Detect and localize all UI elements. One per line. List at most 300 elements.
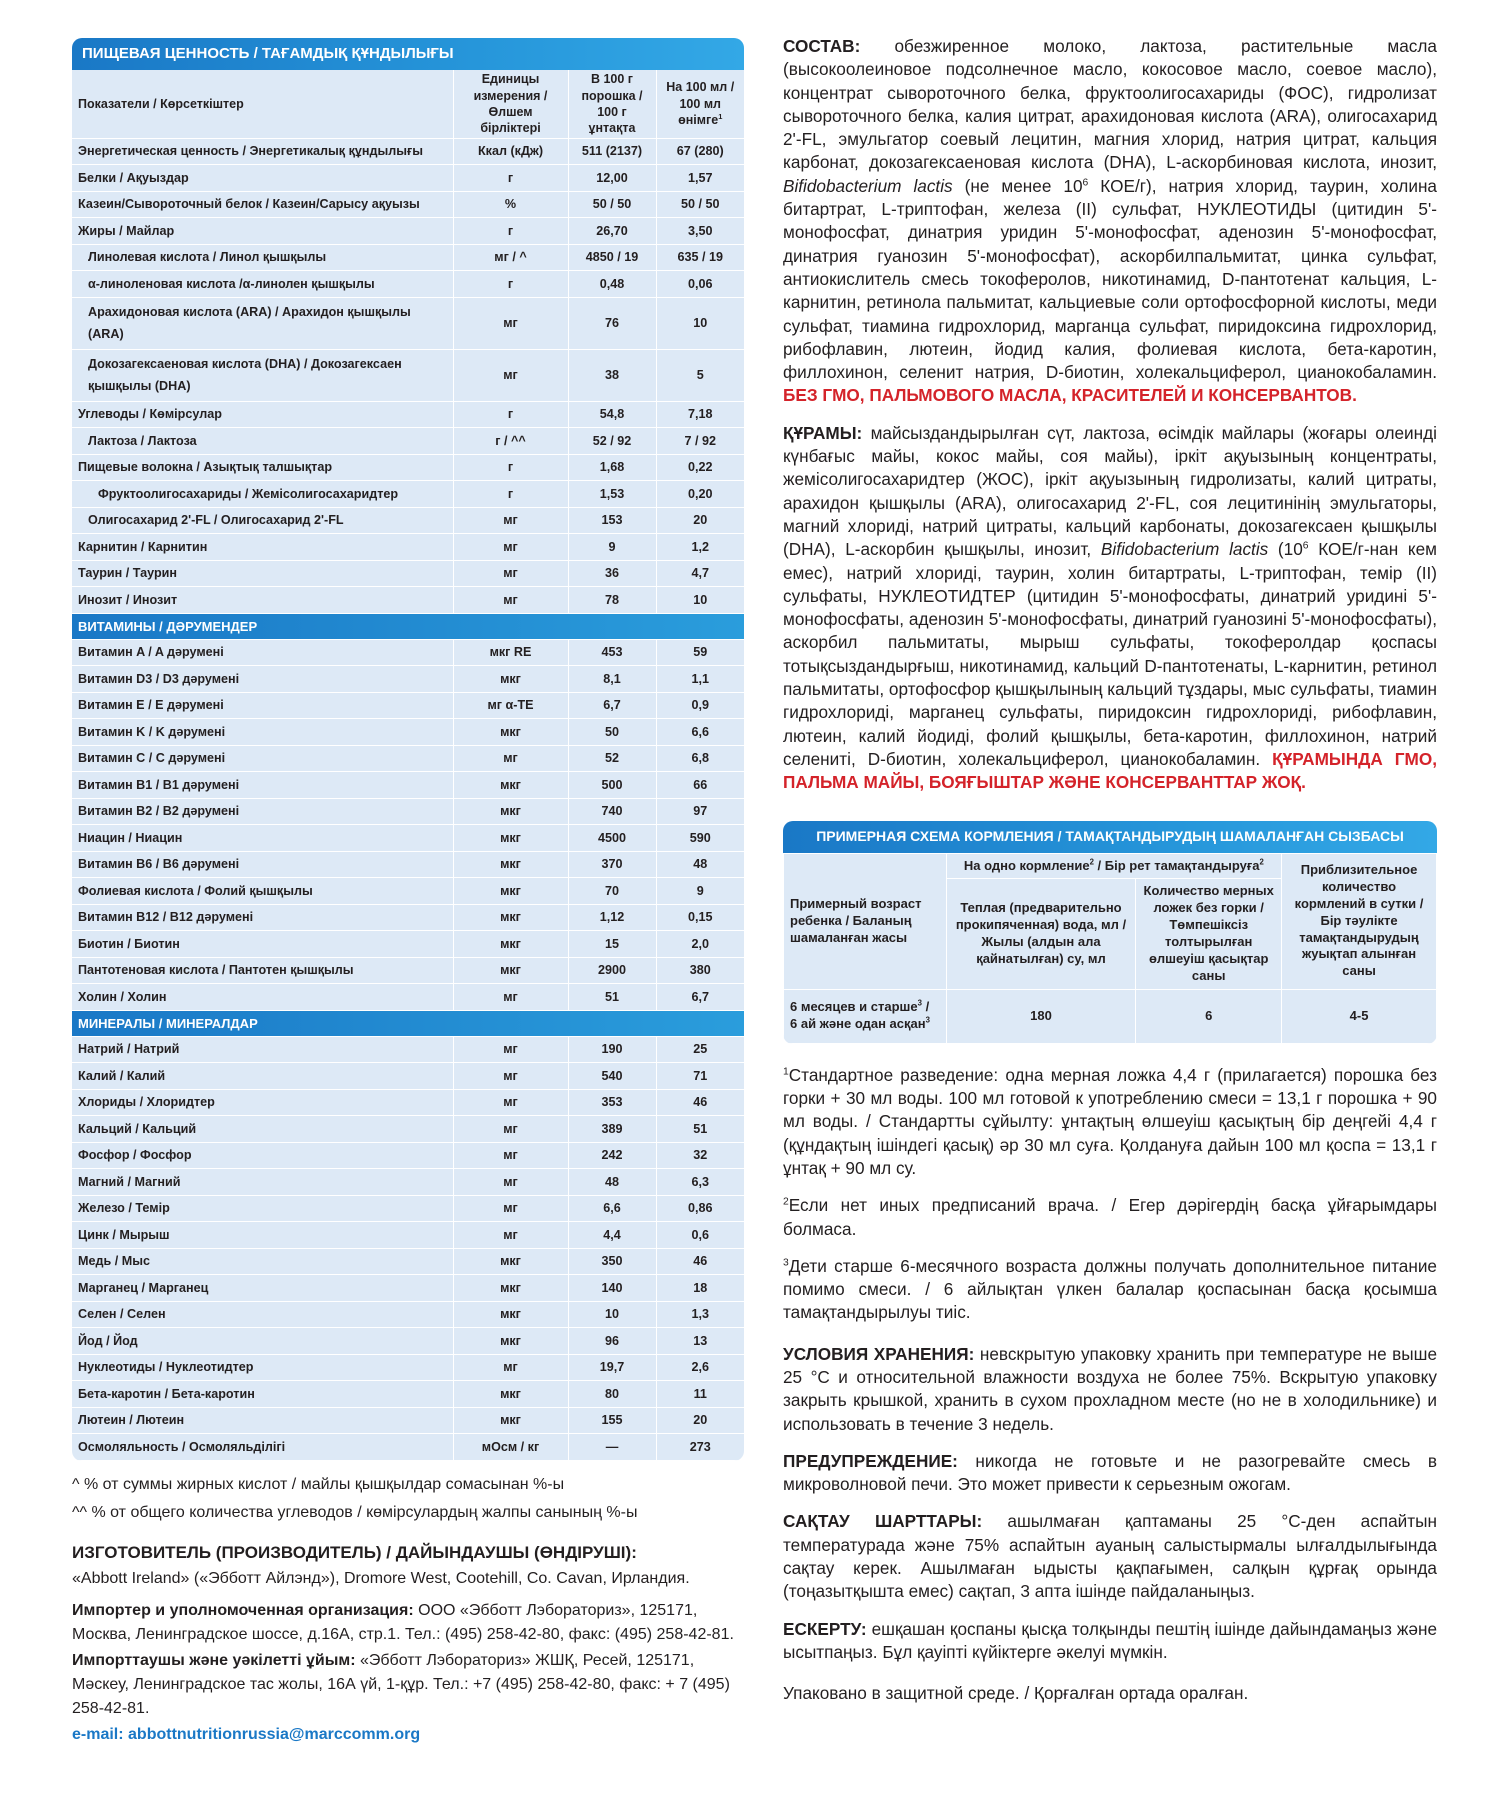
table-row xyxy=(72,692,744,719)
table-row xyxy=(72,1381,744,1408)
row-name: Белки / Ақуыздар xyxy=(72,165,453,192)
row-name: Витамин A / A дәрумені xyxy=(72,639,453,666)
table-row xyxy=(72,165,744,192)
row-per-100g: 15 xyxy=(568,931,656,958)
table-row xyxy=(72,1301,744,1328)
row-name: Витамин B2 / B2 дәрумені xyxy=(72,798,453,825)
footnote-2-mark-a: 2 xyxy=(1089,857,1094,867)
row-per-100ml: 51 xyxy=(656,1116,744,1143)
row-unit: мкг RE xyxy=(453,639,568,666)
composition-kz xyxy=(783,422,1437,795)
table-row xyxy=(72,297,744,349)
row-unit: мг xyxy=(453,1142,568,1169)
row-name: Карнитин / Карнитин xyxy=(72,534,453,561)
row-name: Цинк / Мырыш xyxy=(72,1222,453,1249)
table-row xyxy=(72,1063,744,1090)
row-per-100ml: 67 (280) xyxy=(656,138,744,165)
row-unit: мкг xyxy=(453,1275,568,1302)
row-name: Нуклеотиды / Нуклеотидтер xyxy=(72,1354,453,1381)
table-row xyxy=(72,1434,744,1461)
email-link[interactable]: e-mail: abbottnutritionrussia@marccomm.org xyxy=(72,1725,421,1743)
row-per-100ml: 59 xyxy=(656,639,744,666)
row-unit: % xyxy=(453,191,568,218)
row-name: Пантотеновая кислота / Пантотен қышқылы xyxy=(72,957,453,984)
composition-ru-text-2: (не менее 10 xyxy=(952,175,1083,196)
storage-ru-label: УСЛОВИЯ ХРАНЕНИЯ: xyxy=(783,1343,975,1364)
row-name: Докозагексаеновая кислота (DHA) / Докозагексаен қышқылы (DHA) xyxy=(72,349,453,401)
row-per-100ml: 6,3 xyxy=(656,1169,744,1196)
table-row xyxy=(72,931,744,958)
row-per-100g: 350 xyxy=(568,1248,656,1275)
table-row xyxy=(72,1116,744,1143)
row-name: Казеин/Сывороточный белок / Казеин/Сарысу ақуызы xyxy=(72,191,453,218)
row-unit: мг xyxy=(453,1063,568,1090)
feeds-per-day-header: Приблизительное количество кормлений в сутки / Бір тәулікте тамақтандырудың жуықтап алынған саны xyxy=(1282,853,1437,989)
row-per-100g: 1,68 xyxy=(568,454,656,481)
per-feed-header-a: На одно кормление xyxy=(963,857,1090,873)
footnote-2 xyxy=(783,1194,1437,1241)
row-name: Холин / Холин xyxy=(72,984,453,1011)
row-per-100g: 4850 / 19 xyxy=(568,244,656,271)
packed-note: Упаковано в защитной среде. / Қорғалған ортада оралған. xyxy=(783,1683,1249,1704)
row-name: Йод / Йод xyxy=(72,1328,453,1355)
row-per-100g: 38 xyxy=(568,349,656,401)
row-per-100ml: 48 xyxy=(656,851,744,878)
table-row xyxy=(72,507,744,534)
row-per-100ml: 1,1 xyxy=(656,666,744,693)
row-name: Жиры / Майлар xyxy=(72,218,453,245)
row-per-100ml: 18 xyxy=(656,1275,744,1302)
table-row xyxy=(72,454,744,481)
row-per-100g: 6,7 xyxy=(568,692,656,719)
table-row xyxy=(72,349,744,401)
table-row xyxy=(72,878,744,905)
table-row xyxy=(72,401,744,428)
row-per-100g: 26,70 xyxy=(568,218,656,245)
row-per-100ml: 0,86 xyxy=(656,1195,744,1222)
footnote-1-mark: 1 xyxy=(718,111,723,121)
row-per-100ml: 9 xyxy=(656,878,744,905)
row-per-100g: 2900 xyxy=(568,957,656,984)
row-name: Витамин B6 / B6 дәрумені xyxy=(72,851,453,878)
footnote-2-text: Если нет иных предписаний врача. / Егер дәрігердің басқа ұйғарымдары болмаса. xyxy=(783,1195,1437,1239)
table-row xyxy=(72,957,744,984)
row-unit: мг / ^ xyxy=(453,244,568,271)
row-unit: мкг xyxy=(453,957,568,984)
row-per-100ml: 6,7 xyxy=(656,984,744,1011)
row-unit: мг α-ТЕ xyxy=(453,692,568,719)
note-fatty-acids: ^ % от суммы жирных кислот / майлы қышқылдар сомасынан %-ы xyxy=(72,1475,565,1493)
row-per-100ml: 273 xyxy=(656,1434,744,1461)
table-row xyxy=(72,1275,744,1302)
row-unit: мг xyxy=(453,1116,568,1143)
row-unit: мг xyxy=(453,984,568,1011)
table-row xyxy=(72,666,744,693)
row-name: Витамин D3 / D3 дәрумені xyxy=(72,666,453,693)
row-per-100ml: 97 xyxy=(656,798,744,825)
nutrition-table xyxy=(72,70,744,1461)
composition-kz-exp: 6 xyxy=(1302,540,1309,552)
row-unit: мкг xyxy=(453,878,568,905)
per-feed-header xyxy=(946,853,1281,879)
footnote-1 xyxy=(783,1064,1437,1180)
row-per-100g: 8,1 xyxy=(568,666,656,693)
table-row xyxy=(72,1328,744,1355)
row-per-100ml: 1,2 xyxy=(656,534,744,561)
age-header: Примерный возраст ребенка / Баланың шамаланған жасы xyxy=(784,853,947,989)
row-per-100g: 12,00 xyxy=(568,165,656,192)
row-per-100ml: 0,15 xyxy=(656,904,744,931)
row-per-100ml: 2,0 xyxy=(656,931,744,958)
warning-ru-label: ПРЕДУПРЕЖДЕНИЕ: xyxy=(783,1450,958,1471)
row-per-100ml: 590 xyxy=(656,825,744,852)
row-per-100ml: 25 xyxy=(656,1036,744,1063)
importer-kz xyxy=(72,1649,744,1721)
header-per-100ml xyxy=(656,70,744,138)
row-per-100ml: 0,22 xyxy=(656,454,744,481)
row-per-100g: 370 xyxy=(568,851,656,878)
row-name: Магний / Магний xyxy=(72,1169,453,1196)
table-row xyxy=(72,1248,744,1275)
warning-ru-text: никогда не готовьте и не разогревайте смесь в микроволновой печи. Это может привести к серьезным ожогам. xyxy=(783,1450,1437,1495)
feeding-header-row-1 xyxy=(784,853,1437,879)
row-per-100g: 54,8 xyxy=(568,401,656,428)
table-row xyxy=(72,1407,744,1434)
row-per-100ml: 66 xyxy=(656,772,744,799)
footnote-3-mark-b: 3 xyxy=(925,1015,930,1025)
row-per-100g: 1,53 xyxy=(568,481,656,508)
footnote-1-num: 1 xyxy=(783,1066,789,1077)
feeding-title: ПРИМЕРНАЯ СХЕМА КОРМЛЕНИЯ / ТАМАҚТАНДЫРУДЫҢ ШАМАЛАНҒАН СЫЗБАСЫ xyxy=(783,821,1437,853)
footnote-2-num: 2 xyxy=(783,1196,789,1208)
water-value: 180 xyxy=(946,989,1136,1043)
warning-kz-text: ешқашан қоспаны қысқа толқынды пештің ішінде дайындамаңыз және ысытпаңыз. Бұл қауіпті күйіктерге әкелуі мүмкін. xyxy=(783,1618,1437,1662)
importer-ru-label: Импортер и уполномоченная организация: xyxy=(72,1601,414,1619)
storage-kz-label: САҚТАУ ШАРТТАРЫ: xyxy=(783,1511,983,1532)
left-column xyxy=(72,38,744,1755)
row-per-100ml: 4,7 xyxy=(656,560,744,587)
row-name: Лютеин / Лютеин xyxy=(72,1407,453,1434)
row-name: Фруктоолигосахариды / Жемісолигосахаридтер xyxy=(72,481,453,508)
row-per-100ml: 6,6 xyxy=(656,719,744,746)
row-name: Углеводы / Көмірсулар xyxy=(72,401,453,428)
row-name: Линолевая кислота / Линол қышқылы xyxy=(72,244,453,271)
composition-kz-bifido: Bifidobacterium lactis xyxy=(1100,539,1269,560)
table-row xyxy=(72,772,744,799)
composition-ru-text-1: обезжиренное молоко, лактоза, растительные масла (высокоолеиновое подсолнечное масло, кокосовое масло, соевое масло), концентрат сывороточного белка, фруктоолигосахариды (ФОС), гидролизат сывороточного белка, калия цитрат, арахидоновая кислота (ARA), олигосахарид 2'-FL, эмульгатор соевый лецитин, магния хлорид, натрия цитрат, кальция карбонат, докозагексаеновая кислота (DHA), L-аскорбиновая кислота, инозит, xyxy=(783,36,1437,173)
row-per-100g: 500 xyxy=(568,772,656,799)
table-row xyxy=(72,639,744,666)
storage-kz xyxy=(783,1510,1437,1603)
footnote-3-text: Дети старше 6-месячного возраста должны получать дополнительное питание помимо смеси. / 6 айлықтан үлкен балалар қоспасынан басқа қосымша тамақтандырылуы тиіс. xyxy=(783,1255,1437,1323)
row-unit: мкг xyxy=(453,772,568,799)
row-per-100g: 4,4 xyxy=(568,1222,656,1249)
row-per-100ml: 46 xyxy=(656,1248,744,1275)
row-name: Инозит / Инозит xyxy=(72,587,453,614)
row-unit: мкг xyxy=(453,719,568,746)
row-name: Таурин / Таурин xyxy=(72,560,453,587)
row-per-100ml: 5 xyxy=(656,349,744,401)
row-per-100ml: 1,3 xyxy=(656,1301,744,1328)
table-row xyxy=(72,218,744,245)
row-unit: Ккал (кДж) xyxy=(453,138,568,165)
importer-kz-label: Импорттаушы және уәкілетті ұйым: xyxy=(72,1651,356,1669)
row-name: Пищевые волокна / Азықтық талшықтар xyxy=(72,454,453,481)
row-unit: мкг xyxy=(453,1381,568,1408)
importer-ru-text: ООО «Эбботт Лэбораториз», 125171, Москва, Ленинградское шоссе, д.16А, стр.1. Тел.: (495) 258-42-80, факс: (495) 258-42-81. xyxy=(72,1601,734,1643)
feeding-table xyxy=(783,853,1437,1044)
footnote-3-num: 3 xyxy=(783,1257,789,1269)
storage-ru-text: невскрытую упаковку хранить при температуре не выше 25 °С и относительной влажности воздуха не более 75%. Вскрытую упаковку закрыть крышкой, хранить в сухом прохладном месте (но не в холодильнике) и использовать в течение 3 недель. xyxy=(783,1343,1437,1434)
row-name: Селен / Селен xyxy=(72,1301,453,1328)
row-per-100g: 353 xyxy=(568,1089,656,1116)
nutrition-table-panel xyxy=(72,38,744,1461)
row-per-100g: 50 xyxy=(568,719,656,746)
manufacturer-block xyxy=(72,1541,744,1747)
table-row xyxy=(72,534,744,561)
importer-kz-text: «Эбботт Лэбораториз» ЖШҚ, Ресей, 125171, Мәскеу, Ленинградское тас жолы, 16А үй, 1-құр. Тел.: +7 (495) 258-42-80, факс: + 7 (495) 258-42-81. xyxy=(72,1651,730,1717)
row-per-100ml: 50 / 50 xyxy=(656,191,744,218)
row-unit: мг xyxy=(453,349,568,401)
age-cell xyxy=(784,989,947,1043)
footnote-3 xyxy=(783,1255,1437,1325)
row-per-100ml: 0,20 xyxy=(656,481,744,508)
row-name: Биотин / Биотин xyxy=(72,931,453,958)
row-unit: мкг xyxy=(453,851,568,878)
composition-ru-exp: 6 xyxy=(1082,177,1089,189)
footnote-3-mark-a: 3 xyxy=(917,999,922,1009)
row-name: α-линоленовая кислота /α-линолен қышқылы xyxy=(72,271,453,298)
storage-ru xyxy=(783,1343,1437,1436)
row-name: Арахидоновая кислота (ARA) / Арахидон қышқылы (ARA) xyxy=(72,297,453,349)
warning-kz-label: ЕСКЕРТУ: xyxy=(783,1618,867,1639)
footnote-1-text: Стандартное разведение: одна мерная ложка 4,4 г (прилагается) порошка без горки + 30 мл воды. 100 мл готовой к употреблению смеси = 13,1 г порошка + 90 мл воды. / Стандартты сұйылту: ұнтақтың өлшеуіш қасықтың бір деңгейі 4,4 г (құндақтың ішіндегі қасық) әр 30 мл суға. Қолдануға дайын 100 мл қоспа = 13,1 г ұнтақ + 90 мл су. xyxy=(783,1064,1437,1178)
row-name: Бета-каротин / Бета-каротин xyxy=(72,1381,453,1408)
row-unit: мг xyxy=(453,1222,568,1249)
per-feed-header-b: / Бір рет тамақтандыруға xyxy=(1093,857,1260,873)
row-per-100g: 48 xyxy=(568,1169,656,1196)
row-per-100g: 389 xyxy=(568,1116,656,1143)
composition-kz-warning: ҚҰРАМЫНДА ГМО, ПАЛЬМА МАЙЫ, БОЯҒЫШТАР ЖӘНЕ КОНСЕРВАНТТАР ЖОҚ. xyxy=(783,748,1438,793)
row-name: Лактоза / Лактоза xyxy=(72,428,453,455)
row-name: Фолиевая кислота / Фолий қышқылы xyxy=(72,878,453,905)
note-carbohydrates: ^^ % от общего количества углеводов / көмірсулардың жалпы санының %-ы xyxy=(72,1503,638,1521)
row-per-100ml: 6,8 xyxy=(656,745,744,772)
table-row xyxy=(72,1142,744,1169)
row-per-100ml: 20 xyxy=(656,1407,744,1434)
row-name: Фосфор / Фосфор xyxy=(72,1142,453,1169)
row-per-100g: 50 / 50 xyxy=(568,191,656,218)
row-unit: г / ^^ xyxy=(453,428,568,455)
row-per-100ml: 13 xyxy=(656,1328,744,1355)
table-row xyxy=(72,745,744,772)
table-row xyxy=(72,428,744,455)
table-row xyxy=(72,560,744,587)
row-per-100g: 9 xyxy=(568,534,656,561)
row-unit: г xyxy=(453,481,568,508)
row-name: Калий / Калий xyxy=(72,1063,453,1090)
table-row xyxy=(72,984,744,1011)
composition-ru-text-3: КОЕ/г), натрия хлорид, таурин, холина битартрат, L-триптофан, железа (II) сульфат, НУКЛЕОТИДЫ (цитидин 5'-монофосфат, динатрия уридин 5'-монофосфат, аденозин 5'-монофосфат, динатрия гуанозин 5'-монофосфат), аскорбилпальмитат, цинка сульфат, антиокислитель смесь токоферолов, никотинамид, D-пантотенат кальция, L-карнитин, ретинола пальмитат, кальциевые соли ортофосфорной кислоты, меди сульфат, тиамина гидрохлорид, марганца сульфат, пиридоксина гидрохлорид, рибофлавин, лютеин, йодид калия, фолиевая кислота, бета-каротин, филлохинон, селенит натрия, D-биотин, холекальциферол, цианокобаламин. xyxy=(783,175,1437,383)
table-row xyxy=(72,904,744,931)
row-unit: мг xyxy=(453,1089,568,1116)
table-row xyxy=(72,719,744,746)
right-column xyxy=(783,35,1437,1720)
composition-kz-text-3: КОЕ/г-нан кем емес), натрий хлориді, таурин, холин битартраты, L-триптофан, темір (II) сульфаты, НУКЛЕОТИДТЕР (цитидин 5'-монофосфаты, динатрий уридині 5'-монофосфаты, аденозин 5'-монофосфаты, динатрий гуанозині 5'-монофосфаты), аскорбил пальмитаты, мырыш сульфаты, токоферолдар қоспасы тотықсыздандырғыш, никотинамид, кальций D-пантотенаты, L-карнитин, ретинол пальмитаты, ортофосфор қышқылының кальций тұздары, мыс сульфаты, тиамин гидрохлориді, марганец сульфаты, пиридоксин гидрохлориді, рибофлавин, лютеин, калий йодиді, фолий қышқылы, бета-каротин, филлохинон, натрий селениті, D-биотин, холекальциферол, цианокобаламин. xyxy=(783,539,1437,769)
table-notes xyxy=(72,1471,744,1527)
row-per-100g: 453 xyxy=(568,639,656,666)
composition-kz-text-1: майсыздандырылған сүт, лактоза, өсімдік майлары (жоғары олеинді күнбағыс майы, кокос майы, соя майы), іркіт ақуызының концентраты, жемісолигосахаридтер (ЖОС), іркіт ақуызының гидролизаты, калий цитраты, арахидон қышқылы (ARA), олигосахарид 2'-FL, соя лецитинінің эмульгаторы, магний хлориді, натрий цитраты, кальций карбонаты, докозагексаен қышқылы (DHA), L-аскорбин қышқылы, инозит, xyxy=(783,422,1437,560)
manufacturer-title: ИЗГОТОВИТЕЛЬ (ПРОИЗВОДИТЕЛЬ) / ДАЙЫНДАУШЫ (ӨНДІРУШІ): xyxy=(72,1542,637,1562)
row-unit: мкг xyxy=(453,931,568,958)
row-unit: мг xyxy=(453,1195,568,1222)
row-unit: мг xyxy=(453,1354,568,1381)
row-per-100g: 52 / 92 xyxy=(568,428,656,455)
row-per-100ml: 0,6 xyxy=(656,1222,744,1249)
row-name: Кальций / Кальций xyxy=(72,1116,453,1143)
row-per-100ml: 1,57 xyxy=(656,165,744,192)
row-name: Ниацин / Ниацин xyxy=(72,825,453,852)
row-per-100g: 190 xyxy=(568,1036,656,1063)
row-unit: г xyxy=(453,271,568,298)
manufacturer-address: «Abbott Ireland» («Эбботт Айлэнд»), Dromore West, Cootehill, Co. Cavan, Ирландия. xyxy=(72,1569,690,1587)
composition-kz-label: ҚҰРАМЫ: xyxy=(783,422,863,443)
row-unit: мкг xyxy=(453,798,568,825)
row-unit: г xyxy=(453,454,568,481)
row-per-100g: 78 xyxy=(568,587,656,614)
row-per-100g: 155 xyxy=(568,1407,656,1434)
row-unit: г xyxy=(453,218,568,245)
table-row xyxy=(72,825,744,852)
table-row xyxy=(72,138,744,165)
footnote-2-mark-b: 2 xyxy=(1259,857,1264,867)
row-unit: мкг xyxy=(453,825,568,852)
row-name: Витамин E / E дәрумені xyxy=(72,692,453,719)
row-per-100ml: 71 xyxy=(656,1063,744,1090)
minerals-section xyxy=(72,1010,744,1036)
table-row xyxy=(72,1089,744,1116)
composition-ru-bifido: Bifidobacterium lactis xyxy=(783,175,953,196)
row-per-100g: 10 xyxy=(568,1301,656,1328)
header-indicator: Показатели / Көрсеткіштер xyxy=(72,70,453,138)
row-unit: мг xyxy=(453,1036,568,1063)
feeding-row xyxy=(784,989,1437,1043)
spoons-value: 6 xyxy=(1136,989,1282,1043)
row-unit: мкг xyxy=(453,1301,568,1328)
row-unit: мг xyxy=(453,297,568,349)
row-per-100ml: 11 xyxy=(656,1381,744,1408)
row-per-100ml: 10 xyxy=(656,297,744,349)
row-unit: мг xyxy=(453,507,568,534)
table-row xyxy=(72,244,744,271)
row-unit: мг xyxy=(453,534,568,561)
row-unit: мг xyxy=(453,587,568,614)
row-per-100ml: 380 xyxy=(656,957,744,984)
table-row xyxy=(72,1036,744,1063)
composition-ru-warning: БЕЗ ГМО, ПАЛЬМОВОГО МАСЛА, КРАСИТЕЛЕЙ И КОНСЕРВАНТОВ. xyxy=(783,385,1357,406)
footnotes xyxy=(783,1064,1437,1325)
row-per-100g: 6,6 xyxy=(568,1195,656,1222)
table-row xyxy=(72,1222,744,1249)
header-per-100ml-text: На 100 мл / 100 мл өнімге xyxy=(666,80,735,127)
row-name: Марганец / Марганец xyxy=(72,1275,453,1302)
composition-ru-label: СОСТАВ: xyxy=(783,36,861,56)
table-row xyxy=(72,1195,744,1222)
header-unit: Единицы измерения / Өлшем бірліктері xyxy=(453,70,568,138)
nutrition-title: ПИЩЕВАЯ ЦЕННОСТЬ / ТАҒАМДЫҚ ҚҰНДЫЛЫҒЫ xyxy=(72,38,744,70)
row-per-100g: — xyxy=(568,1434,656,1461)
feeding-schedule-panel xyxy=(783,821,1437,1044)
age-b: / 6 ай және одан асқан xyxy=(790,999,930,1032)
row-per-100ml: 635 / 19 xyxy=(656,244,744,271)
row-name: Медь / Мыс xyxy=(72,1248,453,1275)
storage-kz-text: ашылмаған қаптаманы 25 °С-ден аспайтын температурада және 75% аспайтын ауаның салыстырмалы ылғалдылығында сақтау керек. Ашылмаған ыдысты қақпағымен, салқын құрғақ орында (тоңазытқышта емес) сақтап, 3 апта ішінде пайдаланыңыз. xyxy=(783,1511,1437,1602)
row-per-100ml: 7,18 xyxy=(656,401,744,428)
header-per-100g: В 100 г порошка / 100 г ұнтақта xyxy=(568,70,656,138)
row-unit: мг xyxy=(453,745,568,772)
row-name: Энергетическая ценность / Энергетикалық құндылығы xyxy=(72,138,453,165)
row-name: Витамин K / K дәрумені xyxy=(72,719,453,746)
row-unit: мкг xyxy=(453,1328,568,1355)
row-unit: г xyxy=(453,165,568,192)
row-per-100ml: 20 xyxy=(656,507,744,534)
importer-ru xyxy=(72,1599,744,1647)
row-unit: мг xyxy=(453,560,568,587)
row-unit: мг xyxy=(453,1169,568,1196)
row-per-100ml: 46 xyxy=(656,1089,744,1116)
row-per-100ml: 3,50 xyxy=(656,218,744,245)
row-per-100ml: 0,06 xyxy=(656,271,744,298)
table-row xyxy=(72,481,744,508)
water-header: Теплая (предварительно прокипяченная) вода, мл / Жылы (алдын ала қайнатылған) су, мл xyxy=(946,879,1136,989)
composition-kz-text-2: (10 xyxy=(1268,539,1303,560)
row-per-100g: 140 xyxy=(568,1275,656,1302)
row-per-100ml: 2,6 xyxy=(656,1354,744,1381)
row-per-100g: 19,7 xyxy=(568,1354,656,1381)
row-unit: мОсм / кг xyxy=(453,1434,568,1461)
row-unit: г xyxy=(453,401,568,428)
row-name: Витамин C / C дәрумені xyxy=(72,745,453,772)
row-name: Витамин B1 / B1 дәрумені xyxy=(72,772,453,799)
feeds-value: 4-5 xyxy=(1282,989,1437,1043)
row-per-100g: 70 xyxy=(568,878,656,905)
row-unit: мкг xyxy=(453,1248,568,1275)
table-row xyxy=(72,798,744,825)
row-name: Хлориды / Хлоридтер xyxy=(72,1089,453,1116)
row-per-100g: 36 xyxy=(568,560,656,587)
row-per-100ml: 10 xyxy=(656,587,744,614)
table-row xyxy=(72,587,744,614)
row-name: Витамин B12 / B12 дәрумені xyxy=(72,904,453,931)
row-per-100ml: 0,9 xyxy=(656,692,744,719)
spoons-header: Количество мерных ложек без горки / Төмпешіксіз толтырылған өлшеуіш қасықтар саны xyxy=(1136,879,1282,989)
warning-ru xyxy=(783,1450,1437,1497)
row-name: Натрий / Натрий xyxy=(72,1036,453,1063)
table-header-row xyxy=(72,70,744,138)
table-row xyxy=(72,271,744,298)
row-unit: мкг xyxy=(453,1407,568,1434)
row-per-100g: 242 xyxy=(568,1142,656,1169)
row-per-100g: 51 xyxy=(568,984,656,1011)
table-row xyxy=(72,1354,744,1381)
table-row xyxy=(72,851,744,878)
row-per-100g: 4500 xyxy=(568,825,656,852)
row-per-100g: 540 xyxy=(568,1063,656,1090)
row-per-100g: 1,12 xyxy=(568,904,656,931)
row-per-100g: 80 xyxy=(568,1381,656,1408)
row-name: Железо / Темір xyxy=(72,1195,453,1222)
vitamins-section xyxy=(72,613,744,639)
